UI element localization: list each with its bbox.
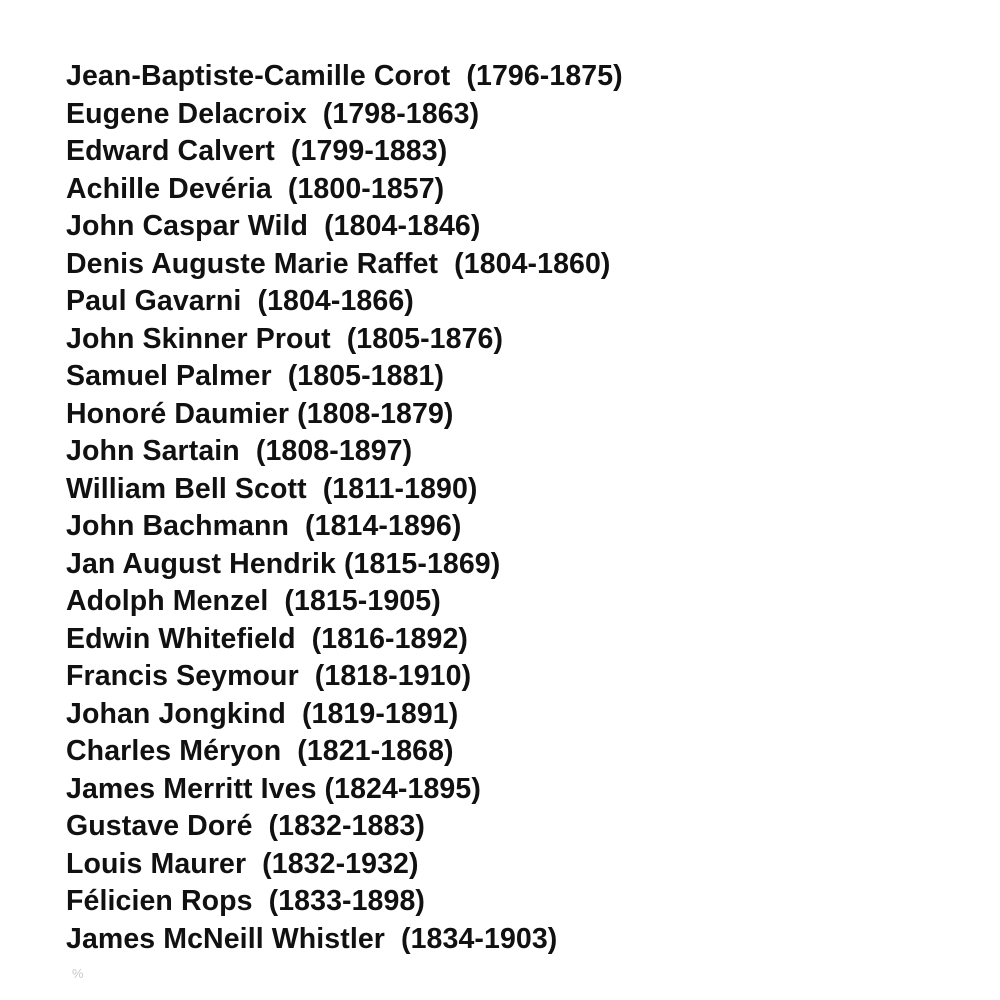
list-item: Félicien Rops (1833-1898) bbox=[66, 885, 426, 917]
list-item: John Bachmann (1814-1896) bbox=[66, 510, 462, 542]
list-item: Francis Seymour (1818-1910) bbox=[66, 660, 472, 692]
list-item: Edward Calvert (1799-1883) bbox=[66, 135, 448, 167]
corner-watermark: % bbox=[72, 966, 84, 981]
list-item: Denis Auguste Marie Raffet (1804-1860) bbox=[66, 247, 611, 280]
list-item: Johan Jongkind (1819-1891) bbox=[66, 697, 459, 730]
list-item: James McNeill Whistler (1834-1903) bbox=[66, 922, 558, 955]
list-item: James Merritt Ives (1824-1895) bbox=[66, 772, 481, 805]
list-item: William Bell Scott (1811-1890) bbox=[66, 472, 478, 505]
list-item: Louis Maurer (1832-1932) bbox=[66, 847, 419, 880]
list-item: Achille Devéria (1800-1857) bbox=[66, 172, 445, 205]
list-item: Charles Méryon (1821-1868) bbox=[66, 735, 454, 767]
artist-list bbox=[66, 58, 966, 958]
list-item: Honoré Daumier (1808-1879) bbox=[66, 397, 454, 430]
list-item: Edwin Whitefield (1816-1892) bbox=[66, 622, 468, 655]
list-item: John Sartain (1808-1897) bbox=[66, 435, 413, 467]
list-item: Jan August Hendrik (1815-1869) bbox=[66, 547, 501, 580]
list-item: John Caspar Wild (1804-1846) bbox=[66, 210, 481, 242]
list-item: Gustave Doré (1832-1883) bbox=[66, 810, 425, 842]
list-item: Adolph Menzel (1815-1905) bbox=[66, 585, 441, 617]
list-item: Eugene Delacroix (1798-1863) bbox=[66, 97, 480, 130]
list-item: John Skinner Prout (1805-1876) bbox=[66, 322, 504, 355]
list-item: Jean-Baptiste-Camille Corot (1796-1875) bbox=[66, 60, 623, 92]
list-item: Paul Gavarni (1804-1866) bbox=[66, 285, 414, 317]
list-item: Samuel Palmer (1805-1881) bbox=[66, 360, 445, 392]
